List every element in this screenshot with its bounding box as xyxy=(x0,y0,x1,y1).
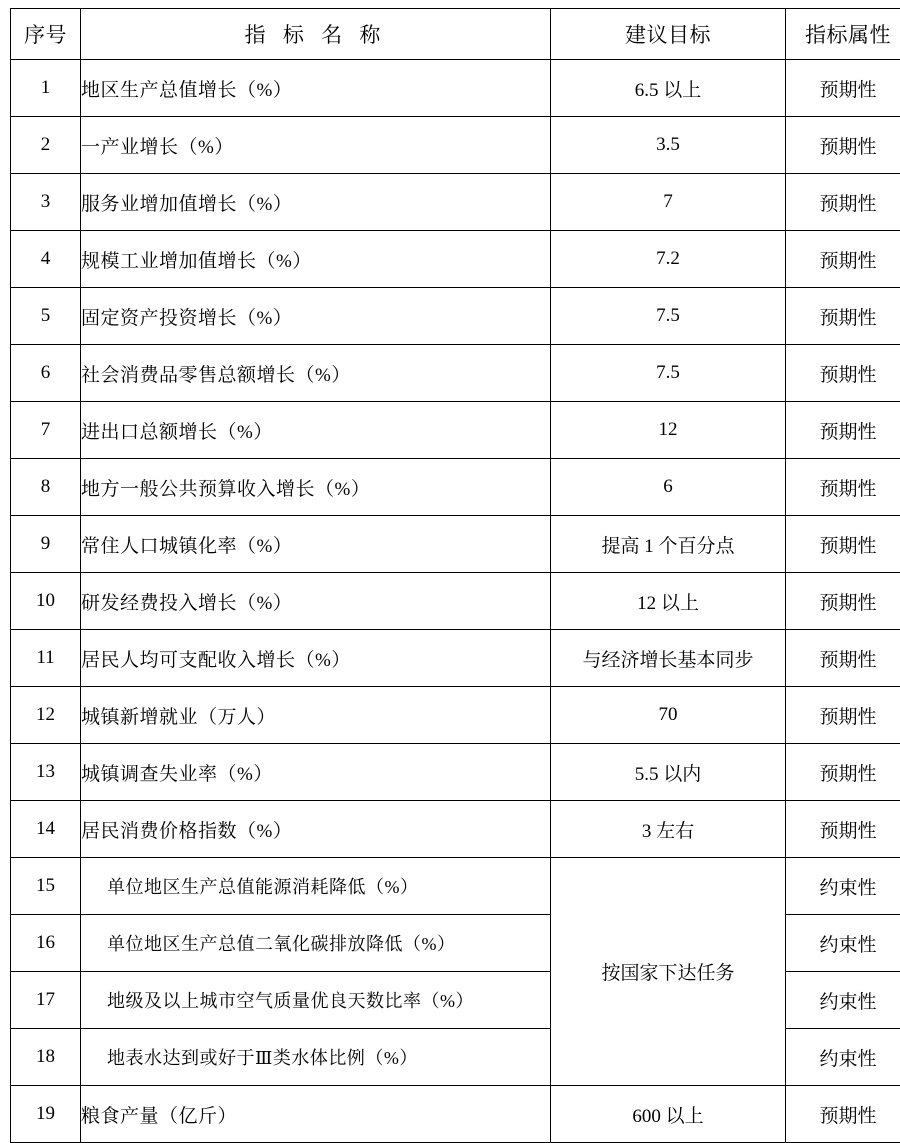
table-row xyxy=(11,60,900,117)
cell-name: 地表水达到或好于Ⅲ类水体比例（%） xyxy=(81,1029,551,1086)
table-row xyxy=(11,345,900,402)
header-cell-no: 序号 xyxy=(11,9,81,60)
cell-attr: 预期性 xyxy=(786,174,900,231)
cell-name: 社会消费品零售总额增长（%） xyxy=(81,345,551,402)
cell-attr: 约束性 xyxy=(786,972,900,1029)
cell-attr: 预期性 xyxy=(786,60,900,117)
cell-no: 8 xyxy=(11,459,81,516)
cell-name: 一产业增长（%） xyxy=(81,117,551,174)
cell-no: 9 xyxy=(11,516,81,573)
table-row xyxy=(11,801,900,858)
cell-name: 服务业增加值增长（%） xyxy=(81,174,551,231)
table-row xyxy=(11,573,900,630)
cell-name: 规模工业增加值增长（%） xyxy=(81,231,551,288)
cell-attr: 预期性 xyxy=(786,117,900,174)
cell-attr: 预期性 xyxy=(786,288,900,345)
table-row xyxy=(11,1086,900,1143)
table-row xyxy=(11,630,900,687)
cell-attr: 预期性 xyxy=(786,516,900,573)
cell-no: 5 xyxy=(11,288,81,345)
cell-attr: 预期性 xyxy=(786,345,900,402)
cell-no: 2 xyxy=(11,117,81,174)
cell-attr: 预期性 xyxy=(786,1086,900,1143)
cell-attr: 约束性 xyxy=(786,1029,900,1086)
cell-no: 10 xyxy=(11,573,81,630)
table-row xyxy=(11,117,900,174)
cell-name: 固定资产投资增长（%） xyxy=(81,288,551,345)
header-cell-goal: 建议目标 xyxy=(551,9,786,60)
header-cell-attr: 指标属性 xyxy=(786,9,900,60)
cell-no: 19 xyxy=(11,1086,81,1143)
cell-goal: 12 以上 xyxy=(551,573,786,630)
cell-attr: 预期性 xyxy=(786,231,900,288)
indicator-table xyxy=(10,8,900,1143)
cell-no: 17 xyxy=(11,972,81,1029)
cell-goal: 12 xyxy=(551,402,786,459)
cell-attr: 预期性 xyxy=(786,801,900,858)
cell-name: 常住人口城镇化率（%） xyxy=(81,516,551,573)
table-row xyxy=(11,858,900,915)
cell-name: 地区生产总值增长（%） xyxy=(81,60,551,117)
cell-name: 城镇新增就业（万人） xyxy=(81,687,551,744)
cell-goal: 6 xyxy=(551,459,786,516)
table-row xyxy=(11,231,900,288)
cell-attr: 约束性 xyxy=(786,915,900,972)
cell-goal: 70 xyxy=(551,687,786,744)
cell-attr: 预期性 xyxy=(786,459,900,516)
cell-goal: 7 xyxy=(551,174,786,231)
cell-no: 1 xyxy=(11,60,81,117)
cell-goal: 7.2 xyxy=(551,231,786,288)
cell-no: 3 xyxy=(11,174,81,231)
cell-name: 居民人均可支配收入增长（%） xyxy=(81,630,551,687)
cell-attr: 预期性 xyxy=(786,744,900,801)
cell-no: 11 xyxy=(11,630,81,687)
cell-attr: 预期性 xyxy=(786,573,900,630)
cell-name: 粮食产量（亿斤） xyxy=(81,1086,551,1143)
table-row xyxy=(11,174,900,231)
cell-no: 6 xyxy=(11,345,81,402)
cell-attr: 预期性 xyxy=(786,687,900,744)
cell-name: 城镇调查失业率（%） xyxy=(81,744,551,801)
cell-attr: 约束性 xyxy=(786,858,900,915)
cell-no: 18 xyxy=(11,1029,81,1086)
cell-attr: 预期性 xyxy=(786,630,900,687)
cell-name: 地级及以上城市空气质量优良天数比率（%） xyxy=(81,972,551,1029)
cell-no: 15 xyxy=(11,858,81,915)
cell-goal: 5.5 以内 xyxy=(551,744,786,801)
cell-name: 单位地区生产总值能源消耗降低（%） xyxy=(81,858,551,915)
table-row xyxy=(11,459,900,516)
cell-no: 16 xyxy=(11,915,81,972)
table-row xyxy=(11,288,900,345)
table-header-row xyxy=(11,9,900,60)
cell-goal: 6.5 以上 xyxy=(551,60,786,117)
table-row xyxy=(11,744,900,801)
cell-goal: 600 以上 xyxy=(551,1086,786,1143)
cell-name: 单位地区生产总值二氧化碳排放降低（%） xyxy=(81,915,551,972)
cell-no: 4 xyxy=(11,231,81,288)
cell-goal: 提高 1 个百分点 xyxy=(551,516,786,573)
cell-goal-merged: 按国家下达任务 xyxy=(551,858,786,1086)
cell-goal: 3.5 xyxy=(551,117,786,174)
cell-no: 12 xyxy=(11,687,81,744)
cell-no: 14 xyxy=(11,801,81,858)
cell-goal: 与经济增长基本同步 xyxy=(551,630,786,687)
cell-goal: 7.5 xyxy=(551,288,786,345)
cell-attr: 预期性 xyxy=(786,402,900,459)
cell-name: 进出口总额增长（%） xyxy=(81,402,551,459)
cell-no: 13 xyxy=(11,744,81,801)
cell-name: 研发经费投入增长（%） xyxy=(81,573,551,630)
cell-goal: 7.5 xyxy=(551,345,786,402)
cell-goal: 3 左右 xyxy=(551,801,786,858)
cell-no: 7 xyxy=(11,402,81,459)
table-row xyxy=(11,516,900,573)
table-row xyxy=(11,687,900,744)
cell-name: 居民消费价格指数（%） xyxy=(81,801,551,858)
header-cell-name: 指 标 名 称 xyxy=(81,9,551,60)
cell-name: 地方一般公共预算收入增长（%） xyxy=(81,459,551,516)
table-row xyxy=(11,402,900,459)
